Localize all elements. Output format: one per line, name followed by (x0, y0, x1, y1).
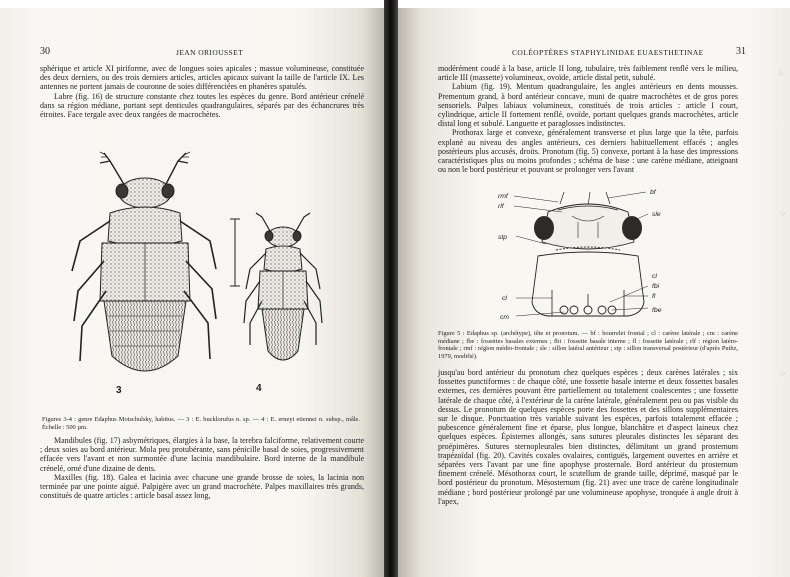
right-page-number: 31 (736, 46, 746, 57)
watermark-mark: ○ (780, 208, 786, 218)
paragraph-prothorax: Prothorax large et convexe, généralement transverse et plus large que la tête, parfois explané au niveau des angles antérieurs, ces derniers habituellement effacés ; angles postérieurs plus accusés, droits. Pronotum (fig. 5) convexe, portant à la base des impressions caractéristiques plus ou moins profondes ; schéma de base : une carène médiane, atteignant ou non le bord postérieur et pouvant se prolonger vers l'avant (438, 128, 738, 175)
left-text-block-bottom (40, 436, 364, 500)
scale-bar (230, 219, 240, 286)
left-page (0, 8, 384, 577)
right-page (398, 8, 790, 577)
label-rlf: rlf (498, 203, 504, 210)
left-page-number: 30 (40, 46, 50, 57)
beetle-habitus-4 (244, 213, 322, 360)
label-cl-right: cl (652, 273, 657, 280)
label-sle: sle (652, 211, 661, 218)
paragraph-palpes: modérément coudé à la base, article II long, tubulaire, très faiblement renflé vers le milieu, article III (massette) volumineux, ovoïde, article distal petit, subulé. (438, 64, 738, 83)
label-fl: fl (652, 293, 656, 300)
paragraph-maxilles: Maxilles (fig. 18). Galea et lacinia avec chacune une grande brosse de soies, la lacinia non terminée par une pointe aiguë. Palpigère avec un grand macrochète. Palpes maxillaires très grands, constitués de quatre articles : article basal assez long, (40, 472, 364, 501)
label-fbe: fbe (652, 307, 662, 314)
label-fbi: fbi (652, 283, 660, 290)
right-text-block-top (438, 64, 738, 174)
label-stp: stp (498, 234, 508, 241)
watermark-mark: ○ (780, 368, 786, 378)
paragraph-mandibules: Mandibules (fig. 17) asbymétriques, élargies à la base, la terebra falciforme, relativement courte ; deux soies au bord antérieur. Mola peu protubérante, sans pénicille basal de soies, progressivement effacée vers l'avant et non surmontée d'une lacinia mandibulaire. Bord interne de la mandibule crénelé, orné d'une dizaine de dents. (40, 436, 364, 473)
paragraph-labre: Labre (fig. 16) de structure constante chez toutes les espèces du genre. Bord antérieur crénelé dans sa région médiane, portant sept denticules quadrangulaires, séparés par des échancrures très étroites. Face tergale avec deux rangées de macrochètes. (40, 91, 364, 120)
book-gutter (384, 0, 398, 577)
left-running-head: JEAN ORIOUSSET (176, 48, 244, 57)
right-text-block-bottom (438, 368, 738, 506)
paragraph-labium: Labium (fig. 19). Mentum quadrangulaire, les angles antérieurs en dents mousses. Prementum grand, à bord antérieur concave, muni de quatre macrochètes et de gros pores sensoriels. Palpes labiaux volumineux, constitués de trois articles : article I court, cylindrique, article II fortement renflé, ovoïde, portant quelques grands macrochètes, article distal long et subulé. Languette et paraglosses indistinctes. (438, 82, 738, 129)
left-figure-caption: Figures 3-4 : genre Edaphus Motschulsky, habitus. — 3 : E. bucklorufus n. sp. — 4 : E. erneyi etiennei n. subsp., mâle. Échelle : 500 µm. (42, 416, 360, 431)
label-cm: cm (500, 314, 510, 321)
beetle-habitus-3 (72, 152, 216, 371)
left-text-block-top (40, 64, 364, 119)
figure-label-4: 4 (256, 383, 262, 394)
label-cl-left: cl (502, 295, 507, 302)
figure-beetles (70, 151, 340, 403)
figure-pronotum (498, 182, 698, 332)
right-figure-caption: Figure 5 : Edaphus sp. (archétype), tête et pronotum. — bf : bourrelet frontal ; cl : carène latérale ; cm : carène médiane ; fbe : fossettes basales externes ; fbi : fossette basale interne ; fl : fossette latérale ; rlf : région latéro-frontale ; rmf : région médio-frontale ; sle : sillon latéral antérieur ; stp : sillon transversal postérieur (d'après Puthz, 1979, modifié). (438, 330, 738, 360)
label-rmf: rmf (498, 193, 508, 200)
label-bf: bf (650, 189, 656, 196)
figure-label-3: 3 (116, 385, 122, 396)
watermark-mark: ○ (778, 68, 784, 78)
paragraph-pronotum: jusqu'au bord antérieur du pronotum chez quelques espèces ; deux carènes latérales ; six fossettes punctiformes : de chaque côté, une fossette basale interne et deux fossettes basales externes, ces dernières pouvant être partiellement ou totalement coalescentes ; une fossette latérale de chaque côté, à l'extérieur de la carène latérale, généralement peu ou pas visible du dessus. Le pronotum de quelques espèces porte des fossettes et des sillons supplémentaires sur le disque. Ponctuation très variable suivant les espèces, parfois totalement effacée ; pubescence généralement fine et éparse, plus longue, blanchâtre et d'aspect laineux chez quelques espèces. Épisternes allongés, sans sutures pleurales distinctes les séparant des proépimères. Sutures sternopleurales bien distinctes, délimitant un grand prosternum trapézoïdal (fig. 20). Cavités coxales ovalaires, contiguës, largement ouvertes en arrière et séparées vers l'avant par une fine apophyse prosternale. Bord antérieur du prosternum finement crénelé. Mésothorax court, le scutellum de grande taille, déprimé, masqué par le bord postérieur du pronotum. Mésosternum (fig. 21) avec une trace de carène longitudinale médiane ; bord postérieur prolongé par une volumineuse apophyse, tronquée à angle droit à l'apex, (438, 368, 738, 506)
right-running-head: COLÉOPTÈRES STAPHYLINIDAE EUAESTHETINAE (512, 48, 704, 57)
paragraph-antennes: sphérique et article XI piriforme, avec de longues soies apicales ; massue volumineuse, constituée des deux derniers, ou des trois derniers articles, articles apicaux suivant la taille de l'article IX. Les antennes ne portent jamais de couronne de soies différenciées en phanères spatulés. (40, 64, 364, 92)
